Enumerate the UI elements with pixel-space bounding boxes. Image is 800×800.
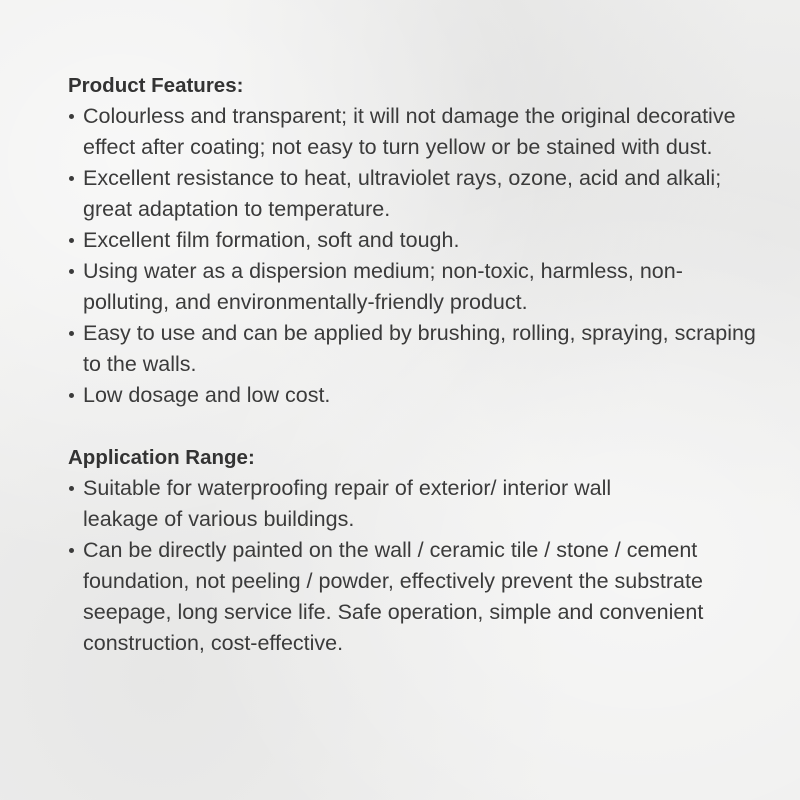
product-features-section <box>68 70 760 411</box>
bullet-icon <box>69 238 74 243</box>
bullet-icon <box>69 114 74 119</box>
feature-item-text: Easy to use and can be applied by brushing, rolling, spraying, scraping to the walls. <box>83 321 756 376</box>
application-range-heading: Application Range: <box>68 446 255 469</box>
application-range-list <box>68 473 760 659</box>
feature-item <box>68 380 760 411</box>
feature-item-text: Excellent film formation, soft and tough. <box>83 228 460 252</box>
feature-item <box>68 101 763 163</box>
feature-item-text: Using water as a dispersion medium; non-toxic, harmless, non-polluting, and environmentally-friendly product. <box>83 259 683 314</box>
feature-item <box>68 256 748 318</box>
section-spacer <box>68 411 760 442</box>
application-range-section <box>68 442 760 659</box>
application-item <box>68 473 683 535</box>
product-features-heading: Product Features: <box>68 74 244 97</box>
bullet-icon <box>69 393 74 398</box>
feature-item-text: Excellent resistance to heat, ultraviolet rays, ozone, acid and alkali; great adaptation to temperature. <box>83 166 722 221</box>
application-item-text: Can be directly painted on the wall / ceramic tile / stone / cement foundation, not peeling / powder, effectively prevent the substrate seepage, long service life. Safe operation, simple and convenient construction, cost-effective. <box>83 538 704 655</box>
bullet-icon <box>69 331 74 336</box>
bullet-icon <box>69 176 74 181</box>
bullet-icon <box>69 486 74 491</box>
feature-item <box>68 163 723 225</box>
feature-item <box>68 318 775 380</box>
application-item <box>68 535 713 659</box>
feature-item-text: Low dosage and low cost. <box>83 383 331 407</box>
bullet-icon <box>69 548 74 553</box>
bullet-icon <box>69 269 74 274</box>
product-features-list <box>68 101 760 411</box>
application-item-text: Suitable for waterproofing repair of exterior/ interior wall leakage of various buildings. <box>83 476 612 531</box>
feature-item-text: Colourless and transparent; it will not damage the original decorative effect after coating; not easy to turn yellow or be stained with dust. <box>83 104 736 159</box>
feature-item <box>68 225 760 256</box>
